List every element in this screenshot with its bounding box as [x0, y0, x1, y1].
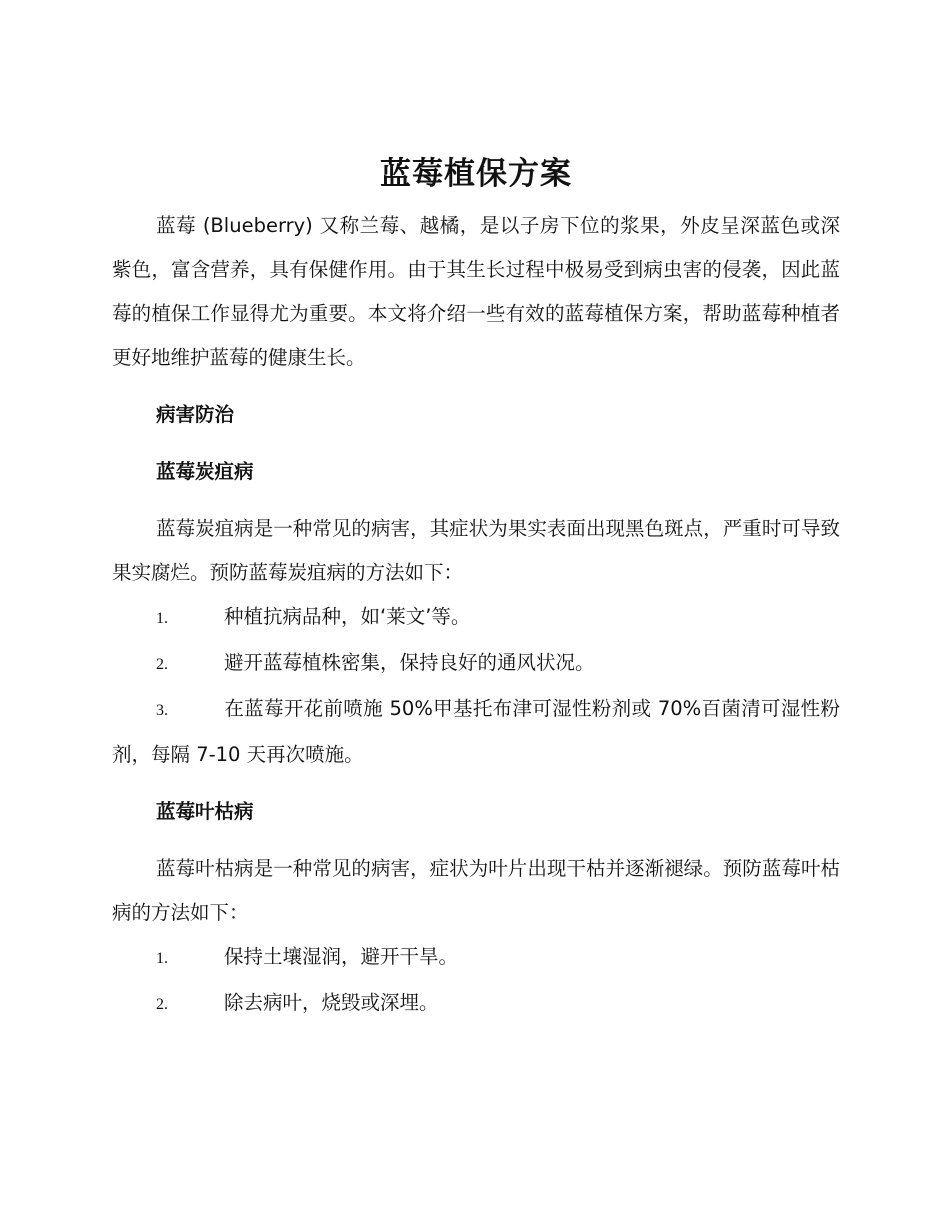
intro-paragraph: 蓝莓 (Blueberry) 又称兰莓、越橘，是以子房下位的浆果，外皮呈深蓝色或深紫色，富含营养，具有保健作用。由于其生长过程中极易受到病虫害的侵袭，因此蓝莓的植保工作显得尤为重要。本文将介绍一些有效的蓝莓植保方案，帮助蓝莓种植者更好地维护蓝莓的健康生长。	[112, 214, 840, 369]
disease1-description: 蓝莓炭疽病是一种常见的病害，其症状为果实表面出现黑色斑点，严重时可导致果实腐烂。预防蓝莓炭疽病的方法如下：	[112, 517, 840, 584]
list-item-text: 除去病叶，烧毁或深埋。	[224, 991, 439, 1014]
list-item-text: 保持土壤湿润，避开干旱。	[224, 945, 459, 968]
list-item-number: 1.	[156, 610, 168, 627]
document-page	[112, 150, 840, 1027]
list-item-text: 种植抗病品种，如‘莱文’等。	[224, 605, 471, 628]
list-item-number: 1.	[156, 950, 168, 967]
disease2-heading: 蓝莓叶枯病	[156, 800, 254, 823]
list-item	[112, 981, 840, 1027]
list-item	[112, 641, 840, 687]
document-title: 蓝莓植保方案	[380, 156, 572, 192]
list-item	[112, 595, 840, 641]
list-item-text: 在蓝莓开花前喷施 50%甲基托布津可湿性粉剂或 70%百菌清可湿性粉剂，每隔 7-10 天再次喷施。	[112, 697, 840, 766]
list-item-number: 2.	[156, 996, 168, 1013]
list-item-number: 3.	[156, 702, 168, 719]
list-item	[112, 687, 840, 777]
disease2-description: 蓝莓叶枯病是一种常见的病害，症状为叶片出现干枯并逐渐褪绿。预防蓝莓叶枯病的方法如下：	[112, 857, 840, 924]
list-item-number: 2.	[156, 656, 168, 673]
disease1-heading: 蓝莓炭疽病	[156, 460, 254, 483]
list-item-text: 避开蓝莓植株密集，保持良好的通风状况。	[224, 651, 595, 674]
section-heading: 病害防治	[156, 403, 235, 426]
list-item	[112, 935, 840, 981]
